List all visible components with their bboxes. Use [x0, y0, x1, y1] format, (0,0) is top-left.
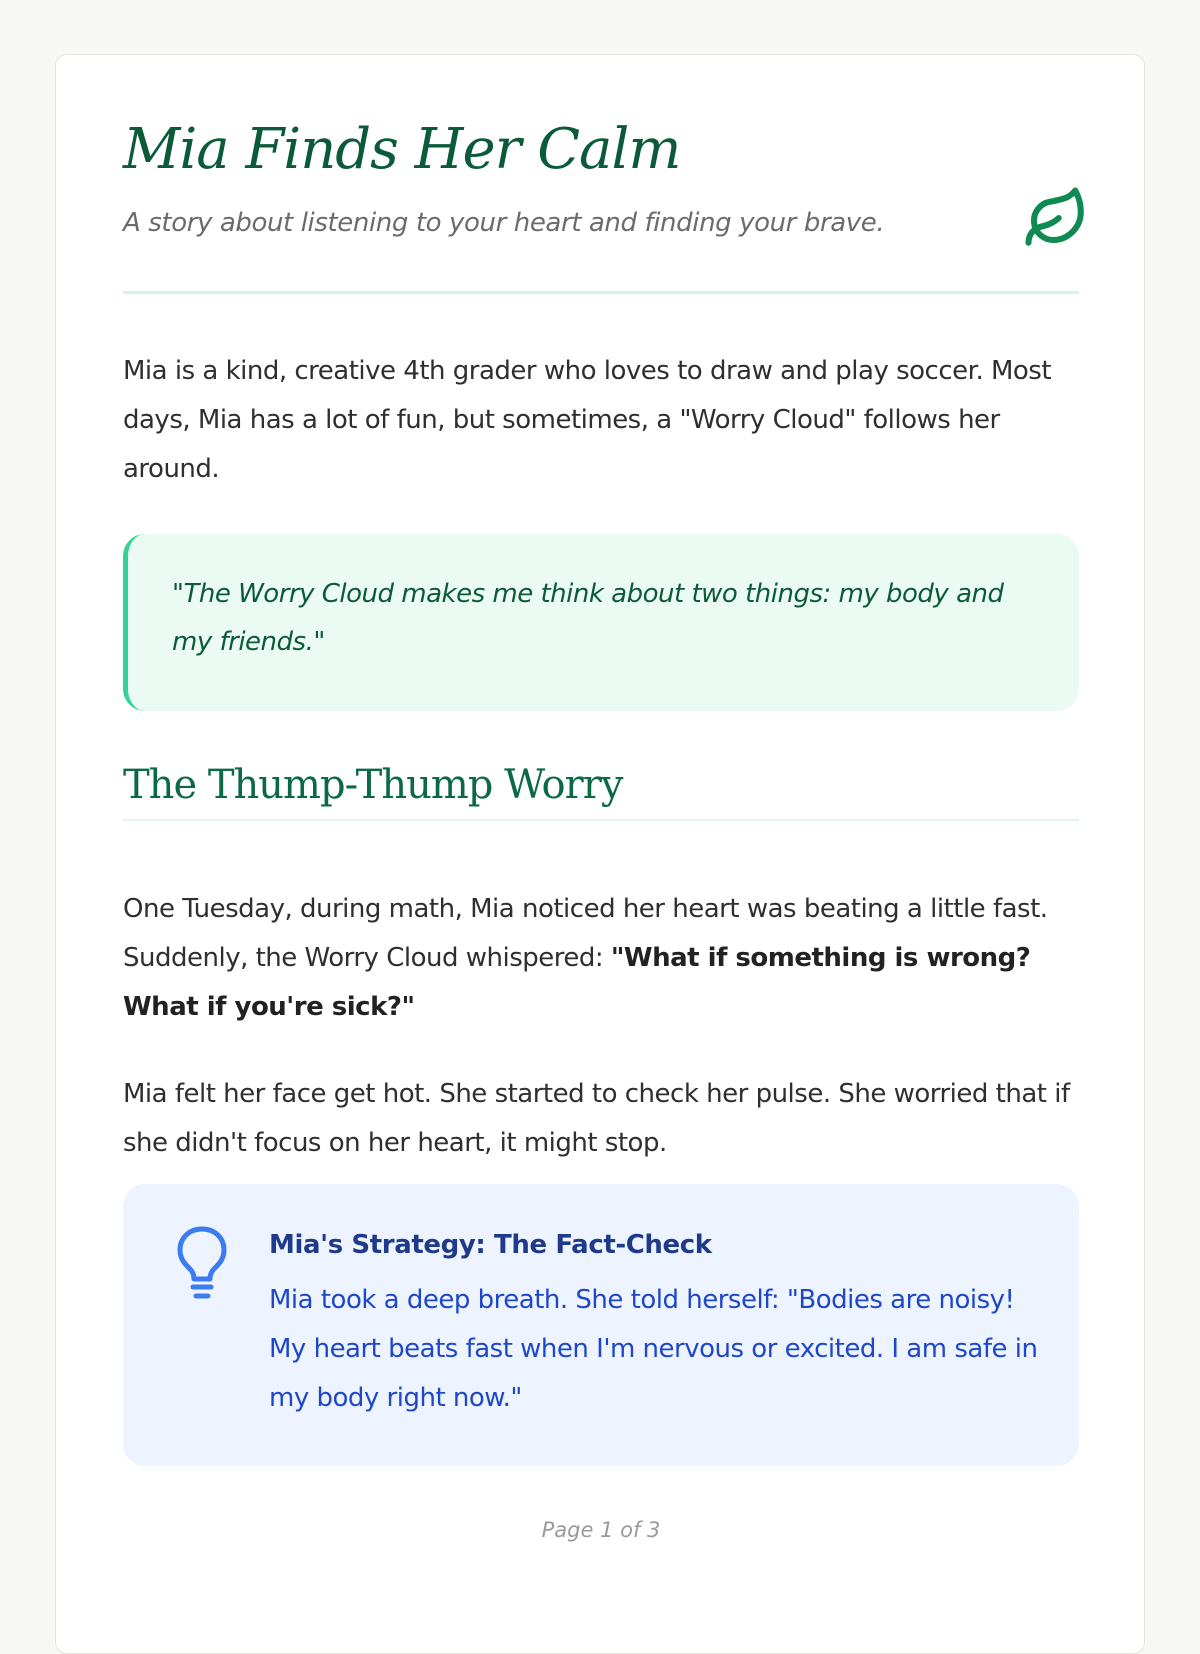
section-heading: The Thump-Thump Worry: [123, 762, 623, 808]
page-subtitle: A story about listening to your heart and finding your brave.: [123, 208, 885, 238]
strategy-title: Mia's Strategy: The Fact-Check: [269, 1230, 712, 1260]
story-card: [55, 54, 1145, 1654]
page-indicator: Page 1 of 3: [541, 1518, 661, 1542]
intro-paragraph: Mia is a kind, creative 4th grader who loves to draw and play soccer. Most days, Mia has a lot of fun, but sometimes, a "Worry Cloud" follows her around.: [123, 356, 1052, 484]
strategy-callout: [123, 1184, 1079, 1466]
leaf-icon: [1023, 185, 1089, 251]
lightbulb-icon: [175, 1224, 229, 1304]
section-divider: [123, 819, 1079, 821]
header-divider: [123, 291, 1079, 294]
story-paragraph-2: Mia felt her face get hot. She started to check her pulse. She worried that if she didn't focus on her heart, it might stop.: [123, 1079, 1070, 1158]
story-paragraph-1-text: One Tuesday, during math, Mia noticed her heart was beating a little fast. Suddenly, the Worry Cloud whispered:: [123, 894, 1048, 973]
quote-callout: [123, 534, 1079, 711]
page-title: Mia Finds Her Calm: [123, 117, 681, 182]
worry-whisper-text: "What if something is wrong? What if you're sick?": [123, 943, 1031, 1022]
strategy-text: Mia took a deep breath. She told herself: "Bodies are noisy! My heart beats fast when I'm nervous or excited. I am safe in my body right now.": [269, 1285, 1038, 1413]
story-paragraph-1: [123, 885, 1079, 1032]
quote-text: "The Worry Cloud makes me think about two things: my body and my friends.": [172, 579, 1004, 657]
